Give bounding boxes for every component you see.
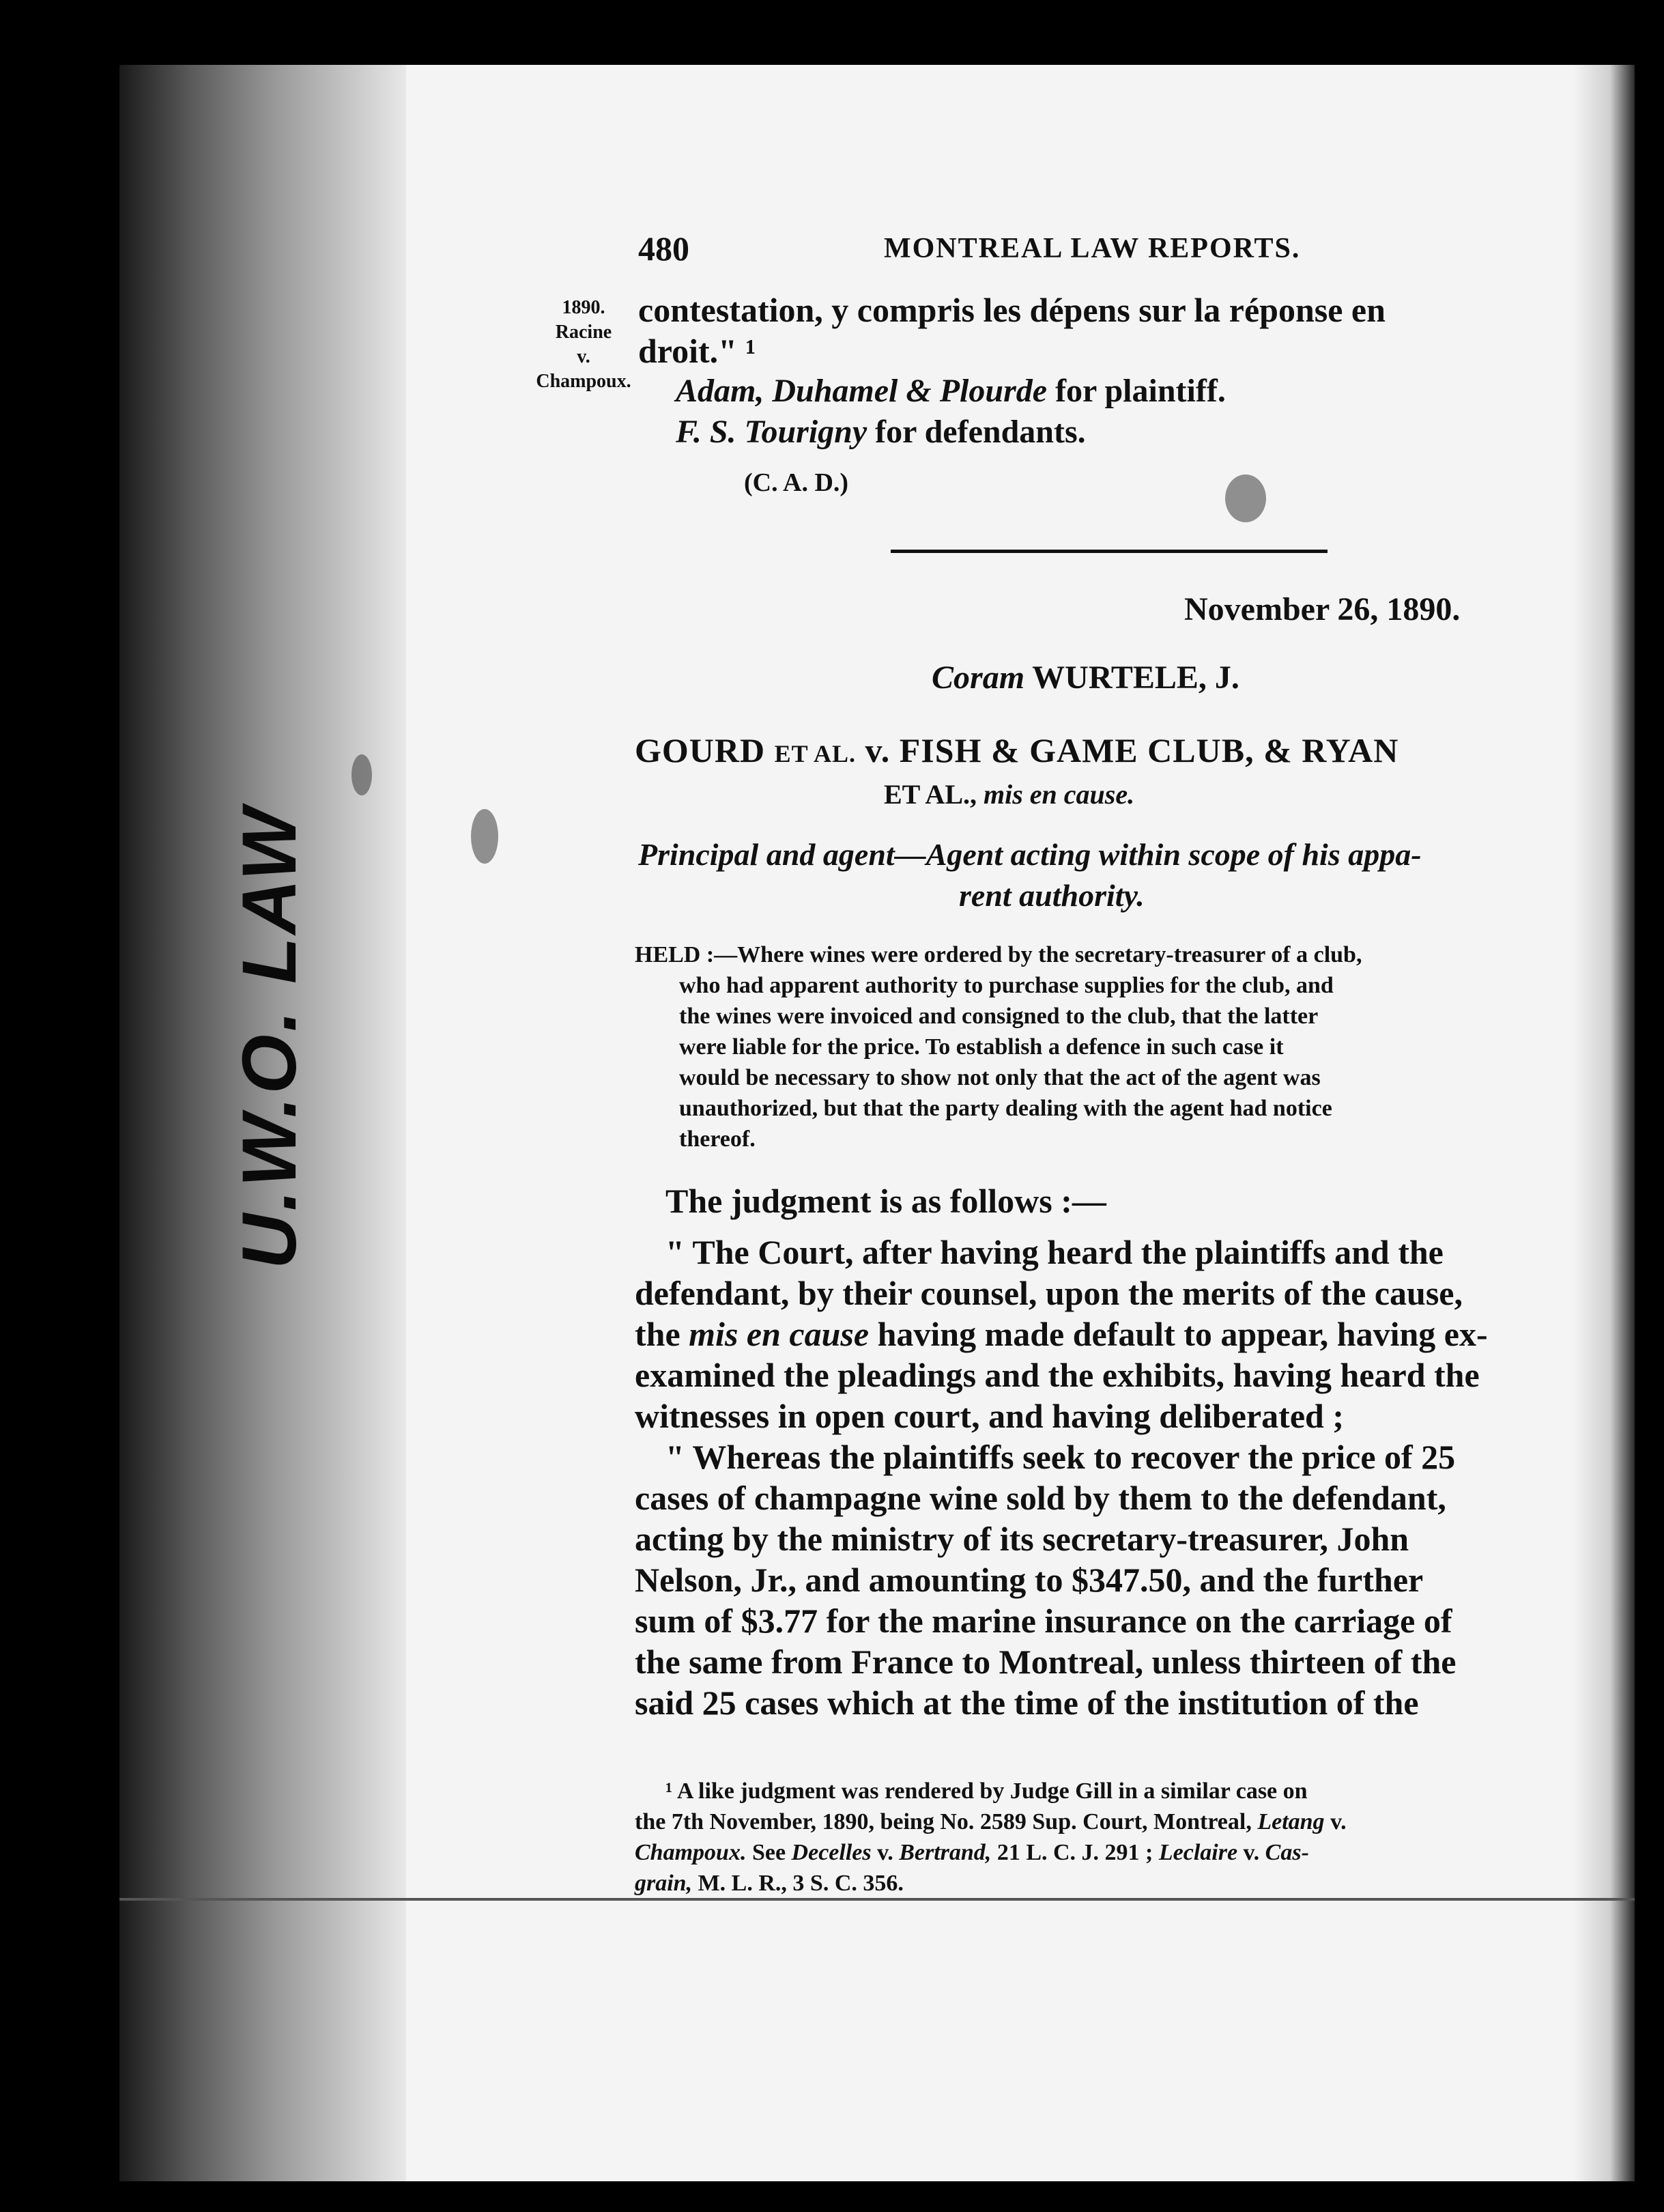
judgment-line: said 25 cases which at the time of the institution of the xyxy=(635,1684,1419,1722)
judgment-intro: The judgment is as follows :— xyxy=(665,1182,1106,1220)
judgment-line: the same from France to Montreal, unless thirteen of the xyxy=(635,1643,1457,1681)
counsel-defendant-names: F. S. Tourigny xyxy=(676,414,867,450)
counsel-defendant-role: for defendants. xyxy=(875,414,1086,450)
scanned-page xyxy=(119,65,1635,2181)
section-divider xyxy=(891,550,1328,553)
case-defendant: v. FISH & GAME CLUB, & RYAN xyxy=(865,731,1399,769)
page-right-edge xyxy=(1573,65,1635,2181)
case-date: November 26, 1890. xyxy=(1184,591,1461,627)
judgment-line: defendant, by their counsel, upon the merits of the cause, xyxy=(635,1274,1463,1312)
page-number: 480 xyxy=(638,229,689,268)
judgment-line: " The Court, after having heard the plaintiffs and the xyxy=(665,1233,1444,1271)
footnote-line-1: ¹ A like judgment was rendered by Judge Gill in a similar case on xyxy=(665,1778,1308,1804)
case-title-line-1 xyxy=(635,731,1398,770)
coram-word: Coram xyxy=(932,660,1025,696)
footnote-text: See xyxy=(751,1840,786,1865)
judgment-line-3b: mis en cause xyxy=(689,1315,870,1353)
judgment-line: sum of $3.77 for the marine insurance on the carriage of xyxy=(635,1602,1452,1640)
page-bottom-rule xyxy=(119,1898,1635,1901)
subject-line-1: Principal and agent—Agent acting within scope of his appa- xyxy=(638,837,1422,872)
case-mis-en-cause: mis en cause. xyxy=(984,779,1135,810)
prev-case-line-2: droit." ¹ xyxy=(638,332,756,370)
case-plaintiff: GOURD xyxy=(635,731,766,769)
footnote-case-name: Letang xyxy=(1257,1809,1325,1834)
side-note-versus: v. xyxy=(577,346,590,367)
judgment-line xyxy=(635,1314,1488,1354)
running-title: MONTREAL LAW REPORTS. xyxy=(884,233,1301,264)
footnote-case-name: Bertrand, xyxy=(899,1840,992,1865)
library-stamp: U.W.O. LAW xyxy=(226,806,312,1269)
footnote-text: v. xyxy=(877,1840,893,1865)
counsel-plaintiff-names: Adam, Duhamel & Plourde xyxy=(676,373,1048,409)
case-title-line-2 xyxy=(884,778,1134,810)
footnote-line-2 xyxy=(635,1809,1347,1835)
footnote-case-name: Decelles xyxy=(791,1840,872,1865)
judgment-line: cases of champagne wine sold by them to the defendant, xyxy=(635,1479,1446,1517)
footnote-line-4 xyxy=(635,1871,904,1897)
reporter-initials: (C. A. D.) xyxy=(744,468,849,497)
footnote-text: M. L. R., 3 S. C. 356. xyxy=(698,1871,904,1896)
judgment-line: " Whereas the plaintiffs seek to recover the price of 25 xyxy=(665,1438,1456,1476)
judgment-line: Nelson, Jr., and amounting to $347.50, and the further xyxy=(635,1561,1424,1599)
held-line-3: the wines were invoiced and consigned to the club, that the latter xyxy=(679,1004,1319,1029)
counsel-plaintiff-role: for plaintiff. xyxy=(1055,373,1226,409)
footnote-line-3 xyxy=(635,1840,1309,1866)
held-line-7: thereof. xyxy=(679,1126,756,1152)
footnote-case-name: Champoux. xyxy=(635,1840,747,1865)
ink-smudge xyxy=(471,809,498,864)
footnote-text: v. xyxy=(1330,1809,1347,1834)
coram-judge: WURTELE, J. xyxy=(1032,660,1239,696)
subject-line-2: rent authority. xyxy=(959,878,1145,913)
judgment-line: examined the pleadings and the exhibits, having heard the xyxy=(635,1356,1480,1394)
footnote-case-name: Leclaire xyxy=(1158,1840,1238,1865)
case-et-al-2: ET AL., xyxy=(884,779,977,810)
ink-smudge xyxy=(1225,474,1266,522)
held-line-4: were liable for the price. To establish a defence in such case it xyxy=(679,1034,1284,1060)
case-et-al: ET AL. xyxy=(774,740,857,767)
ink-smudge xyxy=(352,754,372,795)
side-note-party-1: Racine xyxy=(555,322,612,343)
footnote-text: 21 L. C. J. 291 ; xyxy=(996,1840,1153,1865)
held-line-2: who had apparent authority to purchase supplies for the club, and xyxy=(679,973,1334,998)
counsel-plaintiff xyxy=(676,372,1226,410)
held-line-6: unauthorized, but that the party dealing with the agent had notice xyxy=(679,1096,1332,1121)
side-note-party-2: Champoux. xyxy=(536,371,631,392)
side-note-year: 1890. xyxy=(562,297,605,318)
coram xyxy=(932,659,1239,696)
footnote-case-name: grain, xyxy=(635,1871,693,1896)
held-line-1: HELD :—Where wines were ordered by the secretary-treasurer of a club, xyxy=(635,942,1362,967)
judgment-line-3c: having made default to appear, having ex- xyxy=(877,1315,1488,1353)
footnote-text: v. xyxy=(1243,1840,1260,1865)
prev-case-line-1: contestation, y compris les dépens sur la réponse en xyxy=(638,291,1386,329)
judgment-line: witnesses in open court, and having deliberated ; xyxy=(635,1397,1344,1435)
counsel-defendant xyxy=(676,413,1086,451)
held-line-5: would be necessary to show not only that the act of the agent was xyxy=(679,1065,1321,1090)
footnote-case-name: Cas- xyxy=(1265,1840,1309,1865)
footnote-text: the 7th November, 1890, being No. 2589 Sup. Court, Montreal, xyxy=(635,1809,1252,1834)
judgment-line-3a: the xyxy=(635,1315,680,1353)
judgment-line: acting by the ministry of its secretary-treasurer, John xyxy=(635,1520,1409,1558)
